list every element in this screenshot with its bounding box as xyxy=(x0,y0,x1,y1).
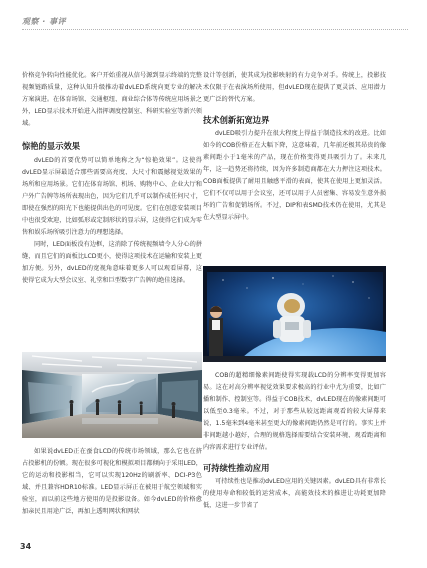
display-effect-paragraph-2: 同时，LED面板没有边框，这消除了传统视频墙令人分心的拼缝，而且它们的面板比LCD更小，使得这项技术在运输和安装上更加方便。另外，dvLED的宽视角意味着更多人可以观看屏幕，这使得它成为大型会议室、礼堂和巨型数字广告牌的绝佳选择。 xyxy=(22,241,202,284)
right-bottom-text xyxy=(203,370,386,512)
tech-innovation-paragraph-1: dvLED吸引力提升在很大程度上得益于制造技术的改进。比如如今的COB价格正在大幅下降，这意味着，几年前还极其昂贵的像素间距小于1毫米的产品，现在价格变得更具吸引力了。未来几年，这一趋势还将持续，因为许多制造商都在大力押注这项技术。COB面板提供了耐用且触感平滑的表面，使其在使用上更加灵活。它们不仅可以用于会议室，还可以用于人员密集、容易发生意外损坏的广告和促销场所。不过，DIP和表SMD技术仍在使用，尤其是在大型显示屏中。 xyxy=(203,130,386,221)
left-column xyxy=(22,70,202,287)
header-divider xyxy=(22,29,408,30)
section-title-display-effect: 惊艳的显示效果 xyxy=(22,141,81,151)
left-bottom-text xyxy=(22,446,202,518)
section-title-sustainability: 可持续性推动应用 xyxy=(203,463,270,473)
section-title-tech-innovation: 技术创新拓宽边界 xyxy=(203,115,270,125)
right-intro-paragraph: 设计等创新，使其成为投影映射的有力竞争对手。传统上，投影技术仅限于在表演场所使用，但dvLED现在提供了更灵活、应用潜力更广泛的替代方案。 xyxy=(203,72,386,103)
led-space-display-photo xyxy=(203,266,386,362)
section-header: 观察 · 事评 xyxy=(22,17,67,26)
right-column xyxy=(203,70,386,224)
led-corridor-photo xyxy=(22,352,202,438)
left-intro-paragraph: 价格竞争转向性能优化。客户开始重视从信号源到显示终端的完整视频链路质量，这种认知升级推动着dvLED系统向更专业的解决方案演进。在体育场馆、交通枢纽、商业综合体等传统应用场景之外，LED显示技术开始进入指挥调度控制室、科研实验室等新兴领域。 xyxy=(22,72,202,127)
sustainability-paragraph-1: 可持续性也是推动dvLED应用的关键因素。dvLED具有非常长的使用寿命和较低的运营成本，高能效技术的推进让功耗更加降低，这进一步节省了 xyxy=(203,478,386,509)
projection-comparison-paragraph: 如果说dvLED正在蚕食LCD的传统市场领域，那么它也在挤占投影机的份额。现在很多可视化和模拟项目都倾向于采用LED，它的运动和投影相当，它可以实现120Hz的刷新率、DCI-P3色域、并且兼容HDR10标准。LED显示屏正在被用于航空领域和实验室，而以前这些地方使用的是投影设备。如今dvLED的价格愈加亲民且用途广泛，再加上透明网状和网状 xyxy=(22,448,202,515)
display-effect-paragraph-1: dvLED的首要优势可以简单地称之为“惊艳效果”。这使得dvLED显示屏最适合那些需要高亮度、大尺寸和震撼视觉效果的场所和应用场景。它们在体育场馆、机场、购物中心、企业大厅和户外广告牌等场所表现出色，因为它们几乎可以制作成任何尺寸，即使在强烈的阳光下也能提供出色的可见度。它们在创意安装项目中也很受欢迎，比如弧形或定制形状的显示屏，这使得它们成为零售和娱乐场所吸引注意力的理想选择。 xyxy=(22,157,202,236)
page-number: 34 xyxy=(20,542,32,551)
tech-innovation-paragraph-2: COB的超精细像素间距使得实现载LCD的分辨率变得更加容易。这在对高分辨率视觉效果要求极高的行业中尤为重要，比如广播和制作、控制室等。得益于COB技术，dvLED现在的像素间距可以低至0.3毫米。不过，对于那些从较远距离观看的较大屏幕来说，1.5毫米到4毫米甚至更大的像素间距仍然是可行的。事实上并非间距越小越好，合理的规格选择需要结合安装环境、观看距离和内容需求进行专业评估。 xyxy=(203,372,386,451)
